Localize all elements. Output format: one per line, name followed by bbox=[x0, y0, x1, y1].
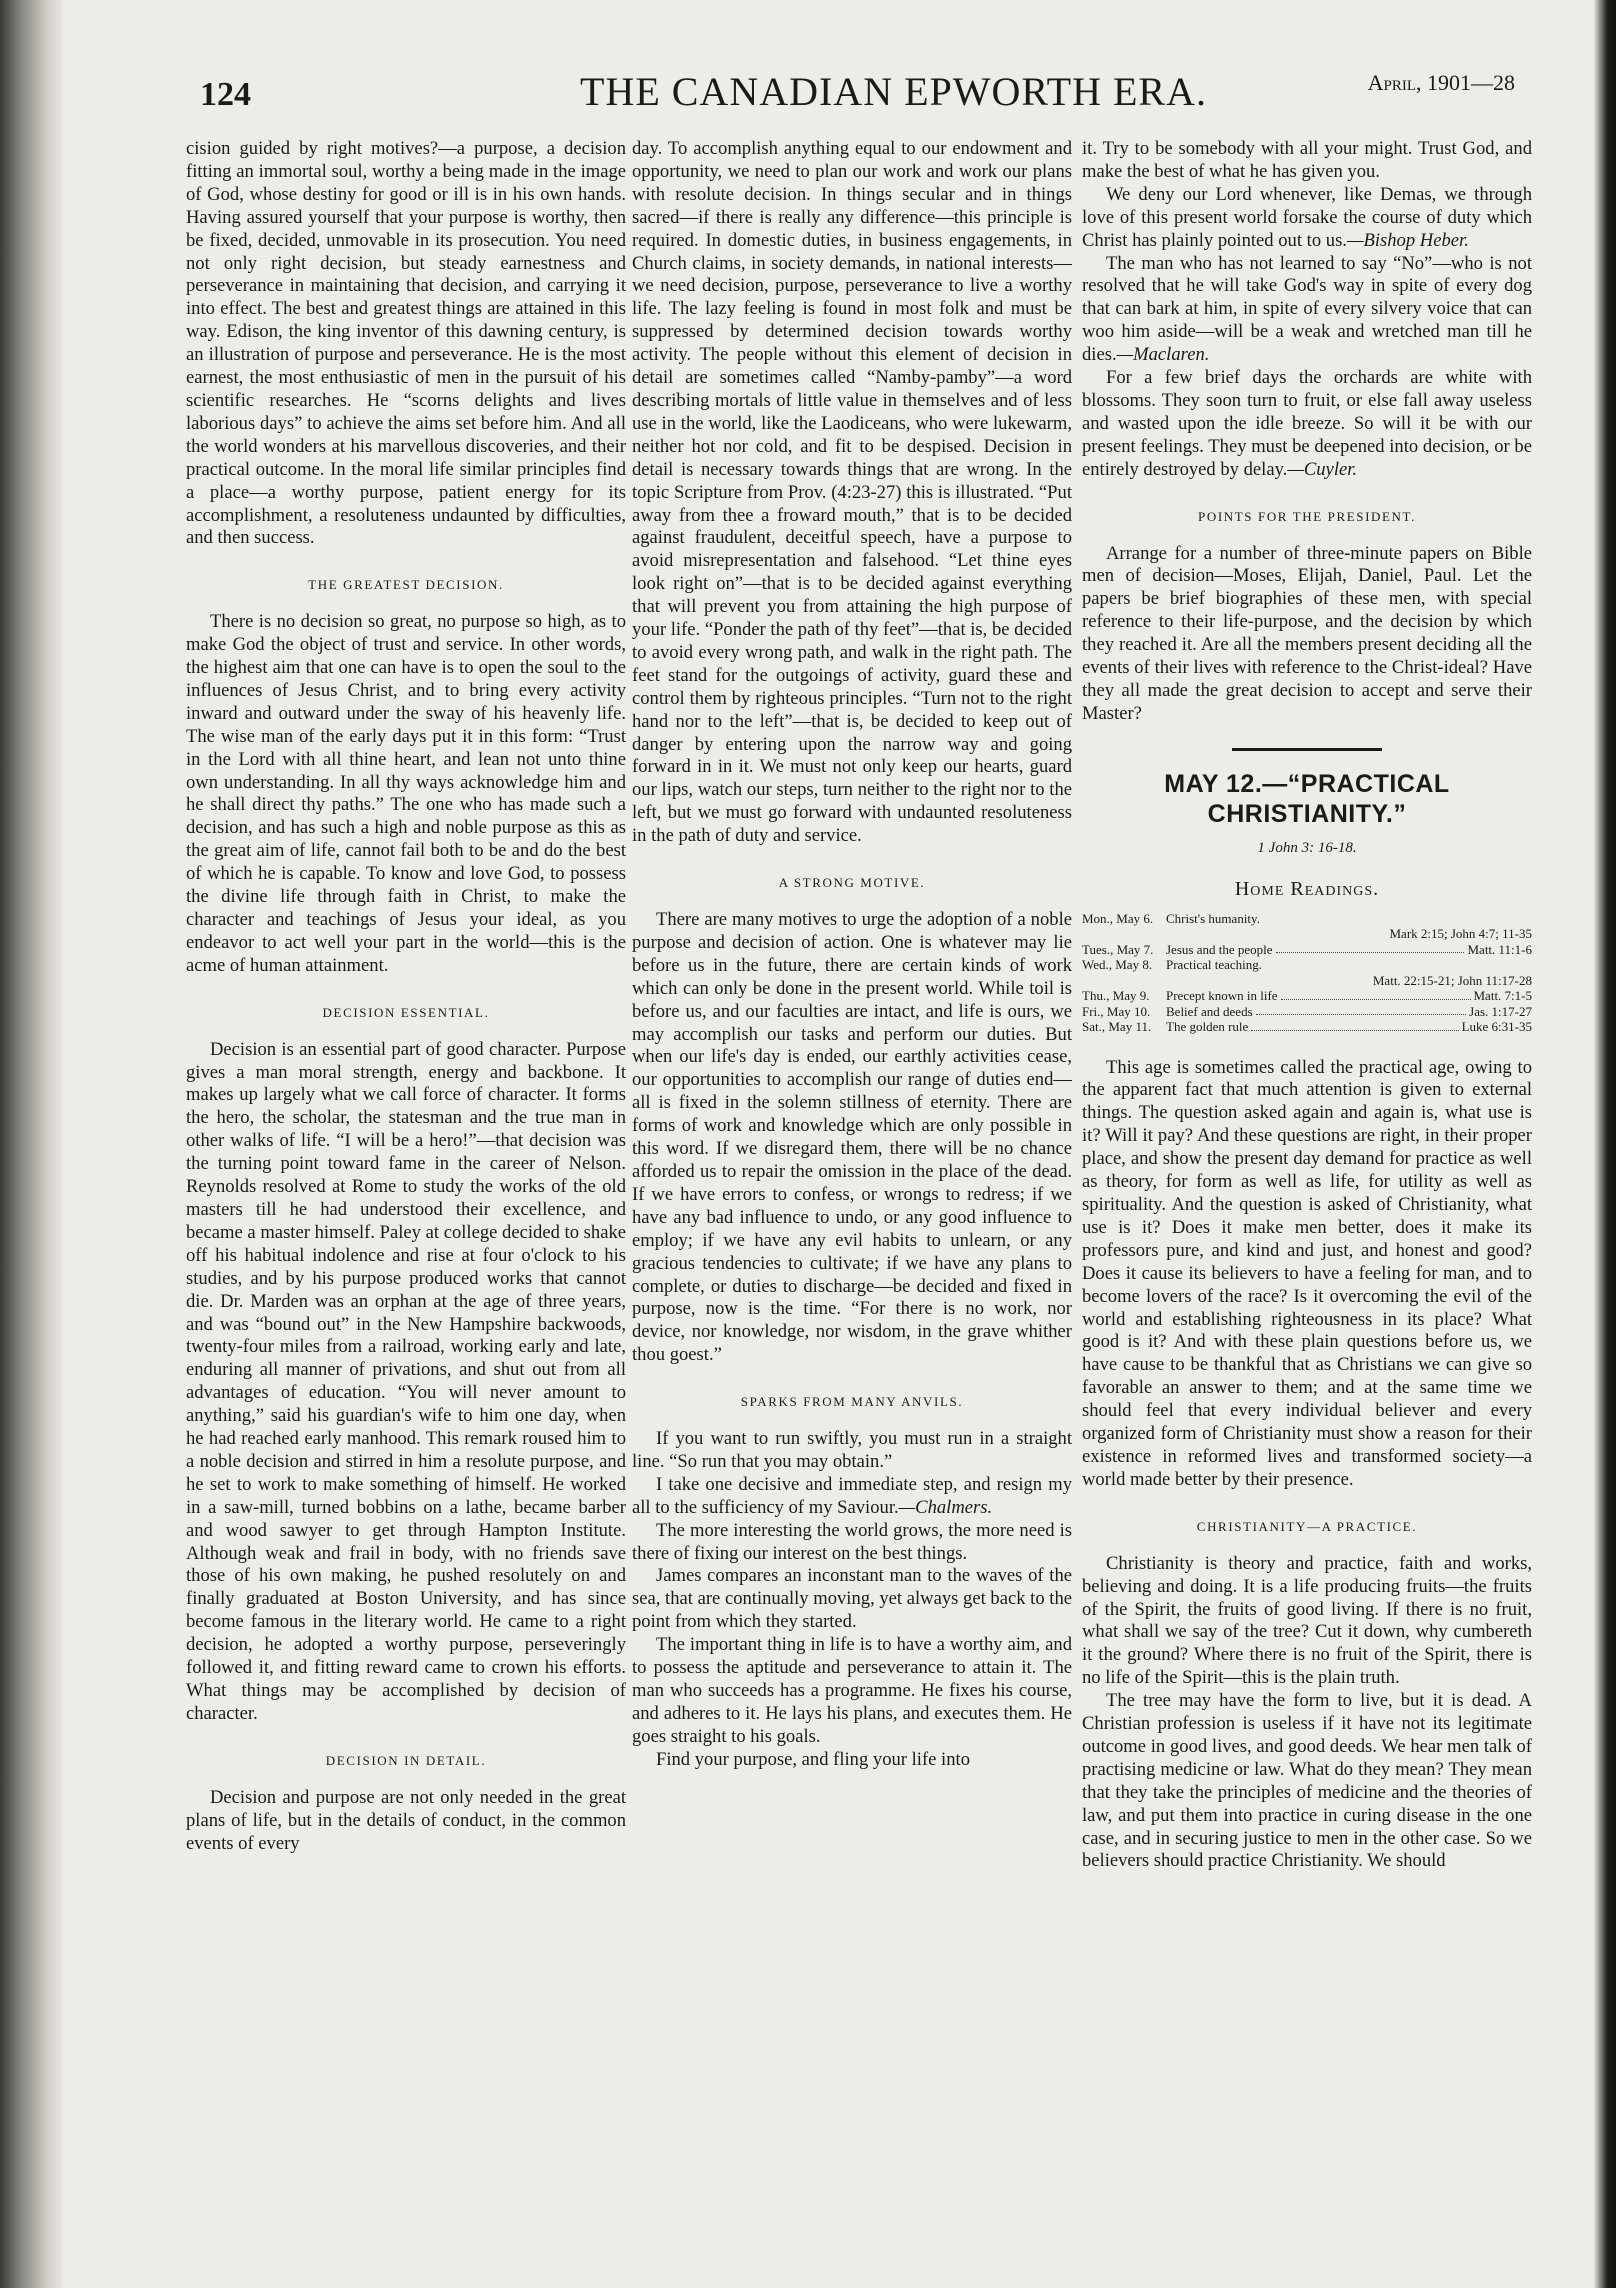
section-heading: CHRISTIANITY—A PRACTICE. bbox=[1196, 1518, 1418, 1534]
section-heading: POINTS FOR THE PRESIDENT. bbox=[1198, 508, 1416, 524]
reading-row bbox=[1082, 1019, 1532, 1035]
paragraph: it. Try to be somebody with all your might. Trust God, and make the best of what he has given you. bbox=[1082, 138, 1532, 182]
quote-paragraph: James compares an inconstant man to the waves of the sea, that are continually moving, yet always get back to the point from which they started. bbox=[632, 1565, 1072, 1633]
page-edge-shadow bbox=[1594, 0, 1616, 2288]
quote-attribution: —Cuyler. bbox=[1287, 458, 1358, 480]
quote-attribution: —Maclaren. bbox=[1116, 344, 1210, 366]
paragraph: Christianity is theory and practice, faith and works, believing and doing. It is a life producing fruits—the fruits of the Spirit, the fruits of good living. If there is no fruit, what shall we say of the tree? Cut it down, why cumbereth it the ground? Where there is no fruit of the Spirit, there is no life of the Spirit—this is the plain truth. bbox=[1082, 1552, 1532, 1689]
paragraph: Decision and purpose are not only needed in the great plans of life, but in the details of conduct, in the common events of every bbox=[186, 1786, 626, 1854]
lesson-title: MAY 12.—“PRACTICAL CHRISTIANITY.” bbox=[1164, 769, 1450, 828]
reading-scripture: Matt. 22:15-21; John 11:17-28 bbox=[1372, 972, 1532, 988]
quote-paragraph: If you want to run swiftly, you must run in a straight line. “So run that you may obtain.” bbox=[632, 1428, 1072, 1472]
section-heading: THE GREATEST DECISION. bbox=[308, 577, 504, 593]
paragraph: This age is sometimes called the practical age, owing to the apparent fact that much attention is given to external things. The question asked again and again is, what use is it? Will it pay? And these questions are right, in their proper place, and show the present day demand for practice as well as theory, for form as well as life, for utility as well as spirituality. And the question is asked of Christianity, what use is it? Does it make men better, does it make its professors pure, and kind and just, and honest and good? Does it cause its believers to have a feeling for man, and to become lovers of the race? Is it overcoming the evil of the world and establishing righteousness in its place? What good is it? And with these plain questions before us, we have cause to be thankful that as Christians we can give so favorable an answer to them; and at the same time we should feel that every individual believer and every organized form of Christianity must show a reason for their existence in reformed lives and transformed society—a world made better by their presence. bbox=[1082, 1056, 1532, 1490]
quote-attribution: —Bishop Heber. bbox=[1346, 229, 1469, 251]
reading-detail bbox=[1166, 1004, 1532, 1020]
paragraph: There are many motives to urge the adoption of a noble purpose and decision of action. One is whatever may lie before us in the future, there are certain kinds of work which can only be done in the present world. While toil is before us, and our faculties are intact, and life is ours, we may accomplish our tasks and perform our duties. But when our life's day is ended, our earthly activities cease, our opportunities to accomplish our range of duties end—all is fixed in the solemn stillness of eternity. There are forms of work and knowledge which are only possible in this word. If we disregard them, there will be no chance afforded us to repair the omission in the place of the dead. If we have errors to confess, or wrongs to redress; if we have any bad influence to undo, or any good influence to employ; if we have any evil habits to unlearn, or any gracious tendencies to cultivate; if we have any plans to complete, or duties to discharge—be decided and fixed in purpose, now is the time. “For there is no work, nor device, nor knowledge, nor wisdom, in the grave whither thou goest.” bbox=[632, 909, 1072, 1366]
text-column-right bbox=[1082, 138, 1532, 2258]
reading-line bbox=[1166, 942, 1532, 958]
reading-row bbox=[1082, 1004, 1532, 1020]
reading-row bbox=[1082, 957, 1532, 988]
paragraph: Decision is an essential part of good character. Purpose gives a man moral strength, energy and backbone. It makes up largely what we call force of character. It forms the hero, the scholar, the statesman and the true man in other walks of life. “I will be a hero!”—that decision was the turning point toward fame in the career of Nelson. Reynolds resolved at Rome to study the works of the old masters till he had understood their excellence, and became a master himself. Paley at college decided to shake off his habitual indolence and rise at four o'clock to his studies, and by his purpose produced works that cannot die. Dr. Marden was an orphan at the age of three years, and was “bound out” in the New Hampshire backwoods, twenty-four miles from a railroad, working early and late, enduring all manner of privations, and shut out from all advantages of education. “You will never amount to anything,” said his guardian's wife to him one day, when he had reached early manhood. This remark roused him to a noble decision and stirred in him a resolute purpose, and he set to work to make something of himself. He worked in a saw-mill, turned bobbins on a lathe, became barber and wood sawyer to get through Hampton Institute. Although weak and frail in body, with no friends save those of his own making, he pushed resolutely on and finally graduated at Boston University, and has since become famous in the literary world. He came to a right decision, he adopted a worthy purpose, perseveringly followed it, and fitting reward came to crown his efforts. What things may be accomplished by decision of character. bbox=[186, 1038, 626, 1724]
reading-scripture: Luke 6:31-35 bbox=[1461, 1019, 1532, 1035]
home-readings-heading: Home Readings. bbox=[1234, 877, 1380, 900]
paragraph: There is no decision so great, no purpose so high, as to make God the object of trust and service. In other words, the highest aim that one can have is to open the soul to the influences of Jesus Christ, and to bring every activity inward and outward under the sway of his heavenly life. The wise man of the early days put it in this form: “Trust in the Lord with all thine heart, and lean not unto thine own understanding. In all thy ways acknowledge him and he shall direct thy paths.” The one who has made such a decision, and has such a high and noble purpose as this as the great aim of life, cannot fail both to be and do the best of which he is capable. To know and love God, to possess the divine life through faith in Christ, to make the character and teachings of Jesus your ideal, as you endeavor to act well your part in the world—this is the acme of human attainment. bbox=[186, 611, 626, 976]
reading-scripture: Jas. 1:17-27 bbox=[1469, 1003, 1532, 1019]
section-heading: DECISION ESSENTIAL. bbox=[322, 1004, 490, 1020]
reading-scripture: Matt. 11:1-6 bbox=[1467, 941, 1532, 957]
reading-line bbox=[1166, 911, 1532, 927]
reading-topic: Practical teaching. bbox=[1166, 957, 1263, 973]
quote-text: I take one decisive and immediate step, and resign my all to the sufficiency of my Saviour. bbox=[632, 1473, 1072, 1518]
reading-detail bbox=[1166, 911, 1532, 942]
page-header bbox=[200, 68, 1515, 114]
reading-scripture: Mark 2:15; John 4:7; 11-35 bbox=[1389, 926, 1532, 942]
paragraph: cision guided by right motives?—a purpose, a decision fitting an immortal soul, worthy a being made in the image of God, whose destiny for good or ill is in his own hands. Having assured yourself that your purpose is worthy, then be fixed, decided, unmovable in its prosecution. You need not only right decision, but steady earnestness and perseverance in maintaining that decision, and carrying it into effect. The best and greatest things are attained in this way. Edison, the king inventor of this dawning century, is an illustration of purpose and perseverance. He is the most earnest, the most enthusiastic of men in the pursuit of his scientific researches. He “scorns delights and lives laborious days” to achieve the aims set before him. And all the world wonders at his marvellous discoveries, and their practical outcome. In the moral life similar principles find a place—a worthy purpose, patient energy for its accomplishment, a resoluteness undaunted by difficulties, and then success. bbox=[186, 138, 626, 549]
reading-line bbox=[1166, 1004, 1532, 1020]
reading-row bbox=[1082, 911, 1532, 942]
quote-paragraph bbox=[632, 1474, 1072, 1520]
masthead-title: THE CANADIAN EPWORTH ERA. bbox=[580, 69, 1207, 114]
section-heading: A STRONG MOTIVE. bbox=[778, 875, 926, 891]
reading-detail bbox=[1166, 942, 1532, 958]
text-column-left bbox=[186, 138, 626, 2258]
leader-dots bbox=[1256, 1004, 1467, 1016]
paragraph: day. To accomplish anything equal to our endowment and opportunity, we need to plan our work and work our plans with resolute decision. In things secular and in things sacred—if there is really any difference—this principle is required. In domestic duties, in business engagements, in Church claims, in society demands, in national interests—we need decision, purpose, perseverance to live a worthy life. The lazy feeling is found in most folk and must be suppressed by determined decision towards worthy activity. The people without this element of decision in detail are sometimes called “Namby-pamby”—a word describing mortals of little value in themselves and of less use in the world, like the Laodiceans, who were lukewarm, neither hot nor cold, and fit to be despised. Decision in detail is necessary towards things that are wrong. In the topic Scripture from Prov. (4:23-27) this is illustrated. “Put away from thee a froward mouth,” that is to be decided against fraudulent, deceitful speech, have a purpose to avoid misrepresentation and falsehood. “Let thine eyes look right on”—that is to be decided against everything that will prevent you from attaining the high purpose of your life. “Ponder the path of thy feet”—that is, be decided to avoid every wrong path, and walk in the right path. The feet stand for the outgoings of activity, guard these and control them by righteous principles. “Turn not to the right hand nor to the left”—that is, be decided to keep out of danger by entering upon the narrow way and going forward in in it. We must not only keep our hearts, guard our lips, watch our steps, turn neither to the right nor to the left, but we must go forward with undaunted resoluteness in the path of duty and service. bbox=[632, 138, 1072, 847]
reading-detail bbox=[1166, 988, 1532, 1004]
reading-detail bbox=[1166, 1019, 1532, 1035]
reading-day: Fri., May 10. bbox=[1082, 1003, 1151, 1019]
reading-day: Mon., May 6. bbox=[1082, 910, 1154, 926]
text-column-middle bbox=[632, 138, 1072, 2258]
reading-scripture: Matt. 7:1-5 bbox=[1473, 988, 1532, 1004]
book-binding-shadow bbox=[0, 0, 62, 2288]
quote-paragraph: The important thing in life is to have a worthy aim, and to possess the aptitude and perseverance to attain it. The man who succeeds has a programme. He fixes his course, and adheres to it. He lays his plans, and executes them. He goes straight to his goals. bbox=[632, 1634, 1072, 1747]
section-divider bbox=[1232, 748, 1382, 751]
reading-topic: Christ's humanity. bbox=[1166, 910, 1260, 926]
reading-row bbox=[1082, 988, 1532, 1004]
paragraph: The tree may have the form to live, but it is dead. A Christian profession is useless if it have not its legitimate outcome in good lives, and good deeds. We hear men talk of practising medicine or law. What do they mean? They mean that they take the principles of medicine and the theories of law, and put them into practice in curing disease in the one case, and in securing justice to men in the other case. So we believers should practice Christianity. We should bbox=[1082, 1690, 1532, 1872]
reading-line bbox=[1166, 1019, 1532, 1035]
leader-dots bbox=[1276, 942, 1465, 954]
reading-topic: Jesus and the people bbox=[1166, 941, 1273, 957]
quote-text: We deny our Lord whenever, like Demas, we through love of this present world forsake the course of duty which Christ has plainly pointed out to us. bbox=[1082, 183, 1532, 251]
quote-text: For a few brief days the orchards are white with blossoms. They soon turn to fruit, or else fall away useless and wasted upon the idle breeze. So will it be with our present feelings. They must be deepened into decision, or be entirely destroyed by delay. bbox=[1082, 367, 1532, 480]
home-readings-list bbox=[1082, 911, 1532, 1035]
quote-paragraph bbox=[1082, 367, 1532, 482]
section-heading: DECISION IN DETAIL. bbox=[325, 1752, 487, 1768]
reading-line bbox=[1166, 988, 1532, 1004]
reading-detail bbox=[1166, 957, 1532, 988]
quote-paragraph: The more interesting the world grows, the more need is there of fixing our interest on the best things. bbox=[632, 1519, 1072, 1564]
scripture-reference: 1 John 3: 16-18. bbox=[1257, 839, 1357, 856]
reading-topic: Precept known in life bbox=[1166, 988, 1278, 1004]
reading-line bbox=[1166, 957, 1532, 973]
page-number: 124 bbox=[200, 76, 251, 113]
issue-dateline: April, 1901—28 bbox=[1367, 70, 1515, 95]
reading-row bbox=[1082, 942, 1532, 958]
quote-paragraph bbox=[1082, 184, 1532, 253]
leader-dots bbox=[1251, 1019, 1458, 1031]
reading-day: Sat., May 11. bbox=[1082, 1019, 1152, 1035]
section-heading: SPARKS FROM MANY ANVILS. bbox=[740, 1394, 964, 1410]
quote-text: The man who has not learned to say “No”—who is not resolved that he will take God's way in spite of every dog that can bark at him, in spite of every silvery voice that can woo him aside—will be a weak and wretched man till he dies. bbox=[1082, 252, 1532, 366]
reading-day: Tues., May 7. bbox=[1082, 941, 1154, 957]
quote-attribution: —Chalmers. bbox=[898, 1496, 993, 1518]
reading-topic: The golden rule bbox=[1166, 1019, 1249, 1035]
reading-topic: Belief and deeds bbox=[1166, 1003, 1253, 1019]
reading-day: Thu., May 9. bbox=[1082, 988, 1150, 1004]
reading-day: Wed., May 8. bbox=[1082, 957, 1153, 973]
quote-paragraph: Find your purpose, and fling your life into bbox=[656, 1748, 970, 1770]
quote-paragraph bbox=[1082, 253, 1532, 368]
paragraph: Arrange for a number of three-minute papers on Bible men of decision—Moses, Elijah, Daniel, Paul. Let the papers be brief biographies of these men, with special reference to their life-purpose, and the decision by which they reached it. Are all the members present deciding all the events of their lives with reference to the Christ-ideal? Have they all made the great decision to accept and serve their Master? bbox=[1082, 542, 1532, 724]
leader-dots bbox=[1281, 988, 1471, 1000]
